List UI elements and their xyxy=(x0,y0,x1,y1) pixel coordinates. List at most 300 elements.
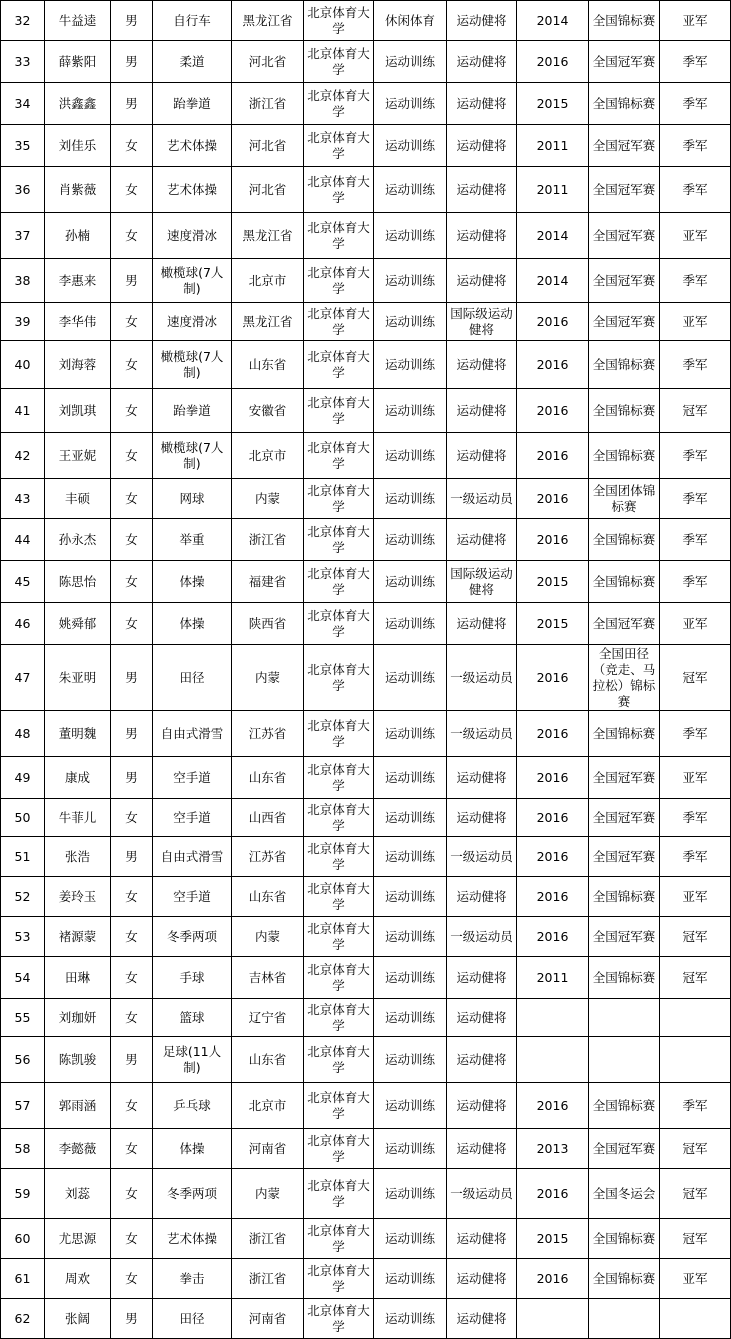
athlete-level-cell: 运动健将 xyxy=(447,999,517,1037)
province-cell: 山东省 xyxy=(232,1037,304,1083)
sport-event-cell: 跆拳道 xyxy=(153,83,232,125)
sport-event-cell: 速度滑冰 xyxy=(153,303,232,341)
sport-event-cell: 田径 xyxy=(153,1299,232,1339)
school-cell: 北京体育大学 xyxy=(304,957,374,999)
athlete-name-cell: 洪鑫鑫 xyxy=(45,83,111,125)
row-number-cell: 40 xyxy=(1,341,45,389)
major-cell: 运动训练 xyxy=(374,1169,447,1219)
result-cell: 冠军 xyxy=(660,1219,731,1259)
gender-cell: 男 xyxy=(111,1299,153,1339)
province-cell: 山东省 xyxy=(232,757,304,799)
province-cell: 浙江省 xyxy=(232,1259,304,1299)
athlete-name-cell: 刘海蓉 xyxy=(45,341,111,389)
athlete-level-cell: 运动健将 xyxy=(447,799,517,837)
province-cell: 山东省 xyxy=(232,341,304,389)
athlete-level-cell: 运动健将 xyxy=(447,83,517,125)
row-number-cell: 62 xyxy=(1,1299,45,1339)
result-cell: 冠军 xyxy=(660,917,731,957)
gender-cell: 女 xyxy=(111,341,153,389)
competition-cell: 全国冠军赛 xyxy=(589,837,660,877)
sport-event-cell: 跆拳道 xyxy=(153,389,232,433)
sport-event-cell: 橄榄球(7人制) xyxy=(153,433,232,479)
result-cell: 冠军 xyxy=(660,389,731,433)
major-cell: 运动训练 xyxy=(374,1129,447,1169)
province-cell: 福建省 xyxy=(232,561,304,603)
competition-cell: 全国冠军赛 xyxy=(589,259,660,303)
school-cell: 北京体育大学 xyxy=(304,479,374,519)
gender-cell: 男 xyxy=(111,1,153,41)
athlete-name-cell: 李华伟 xyxy=(45,303,111,341)
row-number-cell: 56 xyxy=(1,1037,45,1083)
year-cell: 2016 xyxy=(517,433,589,479)
row-number-cell: 38 xyxy=(1,259,45,303)
table-row xyxy=(1,711,731,757)
province-cell: 安徽省 xyxy=(232,389,304,433)
result-cell: 冠军 xyxy=(660,645,731,711)
school-cell: 北京体育大学 xyxy=(304,999,374,1037)
major-cell: 运动训练 xyxy=(374,1299,447,1339)
province-cell: 吉林省 xyxy=(232,957,304,999)
gender-cell: 女 xyxy=(111,917,153,957)
result-cell xyxy=(660,999,731,1037)
gender-cell: 女 xyxy=(111,957,153,999)
athlete-level-cell: 运动健将 xyxy=(447,341,517,389)
table-row xyxy=(1,1259,731,1299)
result-cell: 亚军 xyxy=(660,757,731,799)
year-cell xyxy=(517,999,589,1037)
table-row xyxy=(1,259,731,303)
athlete-level-cell: 一级运动员 xyxy=(447,1169,517,1219)
major-cell: 运动训练 xyxy=(374,957,447,999)
result-cell: 季军 xyxy=(660,561,731,603)
major-cell: 运动训练 xyxy=(374,1083,447,1129)
province-cell: 山西省 xyxy=(232,799,304,837)
major-cell: 运动训练 xyxy=(374,645,447,711)
sport-event-cell: 体操 xyxy=(153,1129,232,1169)
athlete-level-cell: 运动健将 xyxy=(447,1037,517,1083)
table-row xyxy=(1,917,731,957)
year-cell: 2016 xyxy=(517,41,589,83)
result-cell: 季军 xyxy=(660,837,731,877)
athlete-level-cell: 运动健将 xyxy=(447,433,517,479)
result-cell: 季军 xyxy=(660,433,731,479)
competition-cell: 全国冠军赛 xyxy=(589,41,660,83)
school-cell: 北京体育大学 xyxy=(304,561,374,603)
athlete-name-cell: 康成 xyxy=(45,757,111,799)
competition-cell: 全国冠军赛 xyxy=(589,167,660,213)
major-cell: 运动训练 xyxy=(374,1259,447,1299)
result-cell: 季军 xyxy=(660,41,731,83)
school-cell: 北京体育大学 xyxy=(304,757,374,799)
province-cell: 黑龙江省 xyxy=(232,213,304,259)
result-cell: 季军 xyxy=(660,799,731,837)
row-number-cell: 61 xyxy=(1,1259,45,1299)
result-cell: 季军 xyxy=(660,479,731,519)
athlete-name-cell: 丰硕 xyxy=(45,479,111,519)
competition-cell: 全国冠军赛 xyxy=(589,757,660,799)
competition-cell: 全国冠军赛 xyxy=(589,799,660,837)
province-cell: 河北省 xyxy=(232,125,304,167)
result-cell: 季军 xyxy=(660,1083,731,1129)
competition-cell: 全国锦标赛 xyxy=(589,957,660,999)
gender-cell: 女 xyxy=(111,479,153,519)
school-cell: 北京体育大学 xyxy=(304,603,374,645)
competition-cell: 全国田径（竞走、马拉松）锦标赛 xyxy=(589,645,660,711)
athlete-name-cell: 牛益逵 xyxy=(45,1,111,41)
school-cell: 北京体育大学 xyxy=(304,259,374,303)
year-cell: 2016 xyxy=(517,1259,589,1299)
athlete-level-cell: 国际级运动健将 xyxy=(447,561,517,603)
sport-event-cell: 空手道 xyxy=(153,877,232,917)
year-cell: 2015 xyxy=(517,603,589,645)
major-cell: 运动训练 xyxy=(374,799,447,837)
province-cell: 辽宁省 xyxy=(232,999,304,1037)
school-cell: 北京体育大学 xyxy=(304,1299,374,1339)
row-number-cell: 44 xyxy=(1,519,45,561)
athlete-name-cell: 刘凯琪 xyxy=(45,389,111,433)
school-cell: 北京体育大学 xyxy=(304,1037,374,1083)
table-row xyxy=(1,1219,731,1259)
major-cell: 运动训练 xyxy=(374,167,447,213)
school-cell: 北京体育大学 xyxy=(304,1219,374,1259)
athlete-level-cell: 运动健将 xyxy=(447,389,517,433)
result-cell: 冠军 xyxy=(660,1129,731,1169)
gender-cell: 女 xyxy=(111,303,153,341)
athlete-level-cell: 运动健将 xyxy=(447,1083,517,1129)
row-number-cell: 53 xyxy=(1,917,45,957)
table-row xyxy=(1,999,731,1037)
major-cell: 运动训练 xyxy=(374,433,447,479)
gender-cell: 女 xyxy=(111,125,153,167)
major-cell: 运动训练 xyxy=(374,213,447,259)
sport-event-cell: 艺术体操 xyxy=(153,167,232,213)
gender-cell: 女 xyxy=(111,999,153,1037)
table-row xyxy=(1,41,731,83)
year-cell: 2011 xyxy=(517,167,589,213)
school-cell: 北京体育大学 xyxy=(304,877,374,917)
year-cell: 2016 xyxy=(517,1169,589,1219)
gender-cell: 女 xyxy=(111,603,153,645)
year-cell: 2016 xyxy=(517,711,589,757)
province-cell: 内蒙 xyxy=(232,479,304,519)
row-number-cell: 58 xyxy=(1,1129,45,1169)
competition-cell: 全国锦标赛 xyxy=(589,877,660,917)
province-cell: 河南省 xyxy=(232,1299,304,1339)
province-cell: 黑龙江省 xyxy=(232,1,304,41)
competition-cell: 全国锦标赛 xyxy=(589,1259,660,1299)
sport-event-cell: 田径 xyxy=(153,645,232,711)
table-row xyxy=(1,213,731,259)
row-number-cell: 36 xyxy=(1,167,45,213)
province-cell: 浙江省 xyxy=(232,519,304,561)
competition-cell: 全国冬运会 xyxy=(589,1169,660,1219)
row-number-cell: 60 xyxy=(1,1219,45,1259)
athlete-level-cell: 运动健将 xyxy=(447,603,517,645)
province-cell: 江苏省 xyxy=(232,711,304,757)
year-cell: 2015 xyxy=(517,561,589,603)
major-cell: 运动训练 xyxy=(374,125,447,167)
athlete-level-cell: 运动健将 xyxy=(447,1129,517,1169)
major-cell: 运动训练 xyxy=(374,303,447,341)
result-cell: 冠军 xyxy=(660,957,731,999)
athlete-name-cell: 肖紫薇 xyxy=(45,167,111,213)
sport-event-cell: 举重 xyxy=(153,519,232,561)
major-cell: 运动训练 xyxy=(374,41,447,83)
major-cell: 运动训练 xyxy=(374,561,447,603)
table-row xyxy=(1,1037,731,1083)
athlete-name-cell: 姚舜郁 xyxy=(45,603,111,645)
year-cell: 2016 xyxy=(517,877,589,917)
table-row xyxy=(1,125,731,167)
province-cell: 北京市 xyxy=(232,433,304,479)
result-cell: 季军 xyxy=(660,167,731,213)
school-cell: 北京体育大学 xyxy=(304,799,374,837)
competition-cell: 全国冠军赛 xyxy=(589,303,660,341)
school-cell: 北京体育大学 xyxy=(304,341,374,389)
year-cell: 2015 xyxy=(517,1219,589,1259)
sport-event-cell: 柔道 xyxy=(153,41,232,83)
result-cell: 亚军 xyxy=(660,1,731,41)
year-cell: 2014 xyxy=(517,259,589,303)
sport-event-cell: 网球 xyxy=(153,479,232,519)
year-cell: 2011 xyxy=(517,125,589,167)
athlete-level-cell: 运动健将 xyxy=(447,1259,517,1299)
year-cell: 2016 xyxy=(517,519,589,561)
year-cell: 2016 xyxy=(517,389,589,433)
major-cell: 运动训练 xyxy=(374,341,447,389)
gender-cell: 女 xyxy=(111,1219,153,1259)
province-cell: 浙江省 xyxy=(232,83,304,125)
province-cell: 陕西省 xyxy=(232,603,304,645)
province-cell: 山东省 xyxy=(232,877,304,917)
sport-event-cell: 空手道 xyxy=(153,799,232,837)
gender-cell: 男 xyxy=(111,83,153,125)
row-number-cell: 47 xyxy=(1,645,45,711)
row-number-cell: 43 xyxy=(1,479,45,519)
year-cell: 2016 xyxy=(517,479,589,519)
table-row xyxy=(1,877,731,917)
province-cell: 内蒙 xyxy=(232,1169,304,1219)
major-cell: 休闲体育 xyxy=(374,1,447,41)
table-row xyxy=(1,957,731,999)
sport-event-cell: 篮球 xyxy=(153,999,232,1037)
competition-cell: 全国锦标赛 xyxy=(589,1219,660,1259)
school-cell: 北京体育大学 xyxy=(304,1259,374,1299)
row-number-cell: 55 xyxy=(1,999,45,1037)
athlete-level-cell: 运动健将 xyxy=(447,757,517,799)
table-row xyxy=(1,603,731,645)
result-cell xyxy=(660,1037,731,1083)
sport-event-cell: 速度滑冰 xyxy=(153,213,232,259)
major-cell: 运动训练 xyxy=(374,259,447,303)
competition-cell: 全国锦标赛 xyxy=(589,433,660,479)
major-cell: 运动训练 xyxy=(374,917,447,957)
school-cell: 北京体育大学 xyxy=(304,917,374,957)
result-cell: 亚军 xyxy=(660,877,731,917)
row-number-cell: 42 xyxy=(1,433,45,479)
year-cell: 2011 xyxy=(517,957,589,999)
sport-event-cell: 拳击 xyxy=(153,1259,232,1299)
athlete-name-cell: 刘蕊 xyxy=(45,1169,111,1219)
competition-cell xyxy=(589,999,660,1037)
athlete-level-cell: 一级运动员 xyxy=(447,711,517,757)
row-number-cell: 41 xyxy=(1,389,45,433)
sport-event-cell: 冬季两项 xyxy=(153,1169,232,1219)
sport-event-cell: 橄榄球(7人制) xyxy=(153,259,232,303)
sport-event-cell: 手球 xyxy=(153,957,232,999)
year-cell: 2014 xyxy=(517,1,589,41)
result-cell: 亚军 xyxy=(660,603,731,645)
province-cell: 河北省 xyxy=(232,167,304,213)
province-cell: 河北省 xyxy=(232,41,304,83)
result-cell: 季军 xyxy=(660,83,731,125)
competition-cell: 全国锦标赛 xyxy=(589,561,660,603)
result-cell: 季军 xyxy=(660,259,731,303)
gender-cell: 女 xyxy=(111,213,153,259)
athlete-name-cell: 陈思怡 xyxy=(45,561,111,603)
result-cell: 亚军 xyxy=(660,303,731,341)
table-row xyxy=(1,479,731,519)
athlete-level-cell: 运动健将 xyxy=(447,41,517,83)
school-cell: 北京体育大学 xyxy=(304,213,374,259)
row-number-cell: 37 xyxy=(1,213,45,259)
athlete-level-cell: 运动健将 xyxy=(447,957,517,999)
year-cell: 2016 xyxy=(517,341,589,389)
competition-cell: 全国锦标赛 xyxy=(589,1083,660,1129)
athlete-level-cell: 运动健将 xyxy=(447,1219,517,1259)
year-cell: 2016 xyxy=(517,757,589,799)
athlete-level-cell: 运动健将 xyxy=(447,877,517,917)
table-row xyxy=(1,433,731,479)
gender-cell: 女 xyxy=(111,1169,153,1219)
athlete-name-cell: 姜玲玉 xyxy=(45,877,111,917)
athlete-level-cell: 运动健将 xyxy=(447,1,517,41)
competition-cell: 全国锦标赛 xyxy=(589,83,660,125)
row-number-cell: 34 xyxy=(1,83,45,125)
gender-cell: 女 xyxy=(111,1259,153,1299)
table-row xyxy=(1,1169,731,1219)
table-row xyxy=(1,837,731,877)
row-number-cell: 33 xyxy=(1,41,45,83)
table-row xyxy=(1,1083,731,1129)
table-row xyxy=(1,389,731,433)
major-cell: 运动训练 xyxy=(374,877,447,917)
row-number-cell: 49 xyxy=(1,757,45,799)
competition-cell: 全国冠军赛 xyxy=(589,603,660,645)
major-cell: 运动训练 xyxy=(374,999,447,1037)
result-cell: 亚军 xyxy=(660,1259,731,1299)
table-row xyxy=(1,303,731,341)
athlete-name-cell: 陈凯骏 xyxy=(45,1037,111,1083)
row-number-cell: 32 xyxy=(1,1,45,41)
table-row xyxy=(1,645,731,711)
row-number-cell: 48 xyxy=(1,711,45,757)
sport-event-cell: 自行车 xyxy=(153,1,232,41)
competition-cell: 全国锦标赛 xyxy=(589,389,660,433)
major-cell: 运动训练 xyxy=(374,1037,447,1083)
athlete-level-cell: 一级运动员 xyxy=(447,837,517,877)
school-cell: 北京体育大学 xyxy=(304,389,374,433)
gender-cell: 女 xyxy=(111,519,153,561)
major-cell: 运动训练 xyxy=(374,711,447,757)
year-cell: 2016 xyxy=(517,837,589,877)
gender-cell: 女 xyxy=(111,389,153,433)
athlete-level-cell: 运动健将 xyxy=(447,167,517,213)
school-cell: 北京体育大学 xyxy=(304,303,374,341)
year-cell: 2014 xyxy=(517,213,589,259)
province-cell: 北京市 xyxy=(232,259,304,303)
athlete-name-cell: 孙永杰 xyxy=(45,519,111,561)
gender-cell: 男 xyxy=(111,1037,153,1083)
table-row xyxy=(1,167,731,213)
row-number-cell: 51 xyxy=(1,837,45,877)
table-row xyxy=(1,1129,731,1169)
athlete-name-cell: 周欢 xyxy=(45,1259,111,1299)
athlete-name-cell: 刘珈妍 xyxy=(45,999,111,1037)
athlete-name-cell: 郭雨涵 xyxy=(45,1083,111,1129)
table-row xyxy=(1,83,731,125)
school-cell: 北京体育大学 xyxy=(304,1169,374,1219)
province-cell: 江苏省 xyxy=(232,837,304,877)
year-cell: 2016 xyxy=(517,1083,589,1129)
gender-cell: 女 xyxy=(111,1129,153,1169)
athlete-level-cell: 一级运动员 xyxy=(447,917,517,957)
gender-cell: 女 xyxy=(111,877,153,917)
school-cell: 北京体育大学 xyxy=(304,1129,374,1169)
competition-cell: 全国冠军赛 xyxy=(589,213,660,259)
school-cell: 北京体育大学 xyxy=(304,433,374,479)
row-number-cell: 59 xyxy=(1,1169,45,1219)
major-cell: 运动训练 xyxy=(374,519,447,561)
gender-cell: 男 xyxy=(111,41,153,83)
competition-cell: 全国冠军赛 xyxy=(589,917,660,957)
row-number-cell: 52 xyxy=(1,877,45,917)
athlete-level-cell: 运动健将 xyxy=(447,519,517,561)
gender-cell: 女 xyxy=(111,561,153,603)
school-cell: 北京体育大学 xyxy=(304,83,374,125)
year-cell: 2016 xyxy=(517,917,589,957)
result-cell: 季军 xyxy=(660,711,731,757)
year-cell: 2013 xyxy=(517,1129,589,1169)
year-cell: 2016 xyxy=(517,303,589,341)
athlete-name-cell: 牛菲儿 xyxy=(45,799,111,837)
school-cell: 北京体育大学 xyxy=(304,1,374,41)
sport-event-cell: 冬季两项 xyxy=(153,917,232,957)
athlete-name-cell: 张浩 xyxy=(45,837,111,877)
competition-cell xyxy=(589,1037,660,1083)
row-number-cell: 46 xyxy=(1,603,45,645)
sport-event-cell: 体操 xyxy=(153,561,232,603)
table-row xyxy=(1,341,731,389)
competition-cell: 全国锦标赛 xyxy=(589,519,660,561)
athlete-level-cell: 运动健将 xyxy=(447,259,517,303)
gender-cell: 女 xyxy=(111,433,153,479)
gender-cell: 男 xyxy=(111,711,153,757)
athlete-level-cell: 运动健将 xyxy=(447,1299,517,1339)
result-cell: 季军 xyxy=(660,341,731,389)
row-number-cell: 35 xyxy=(1,125,45,167)
athlete-name-cell: 刘佳乐 xyxy=(45,125,111,167)
athlete-name-cell: 薛紫阳 xyxy=(45,41,111,83)
competition-cell: 全国冠军赛 xyxy=(589,1129,660,1169)
province-cell: 内蒙 xyxy=(232,645,304,711)
competition-cell: 全国冠军赛 xyxy=(589,125,660,167)
competition-cell: 全国团体锦标赛 xyxy=(589,479,660,519)
row-number-cell: 57 xyxy=(1,1083,45,1129)
table-row xyxy=(1,561,731,603)
athlete-level-cell: 一级运动员 xyxy=(447,479,517,519)
competition-cell: 全国锦标赛 xyxy=(589,1,660,41)
